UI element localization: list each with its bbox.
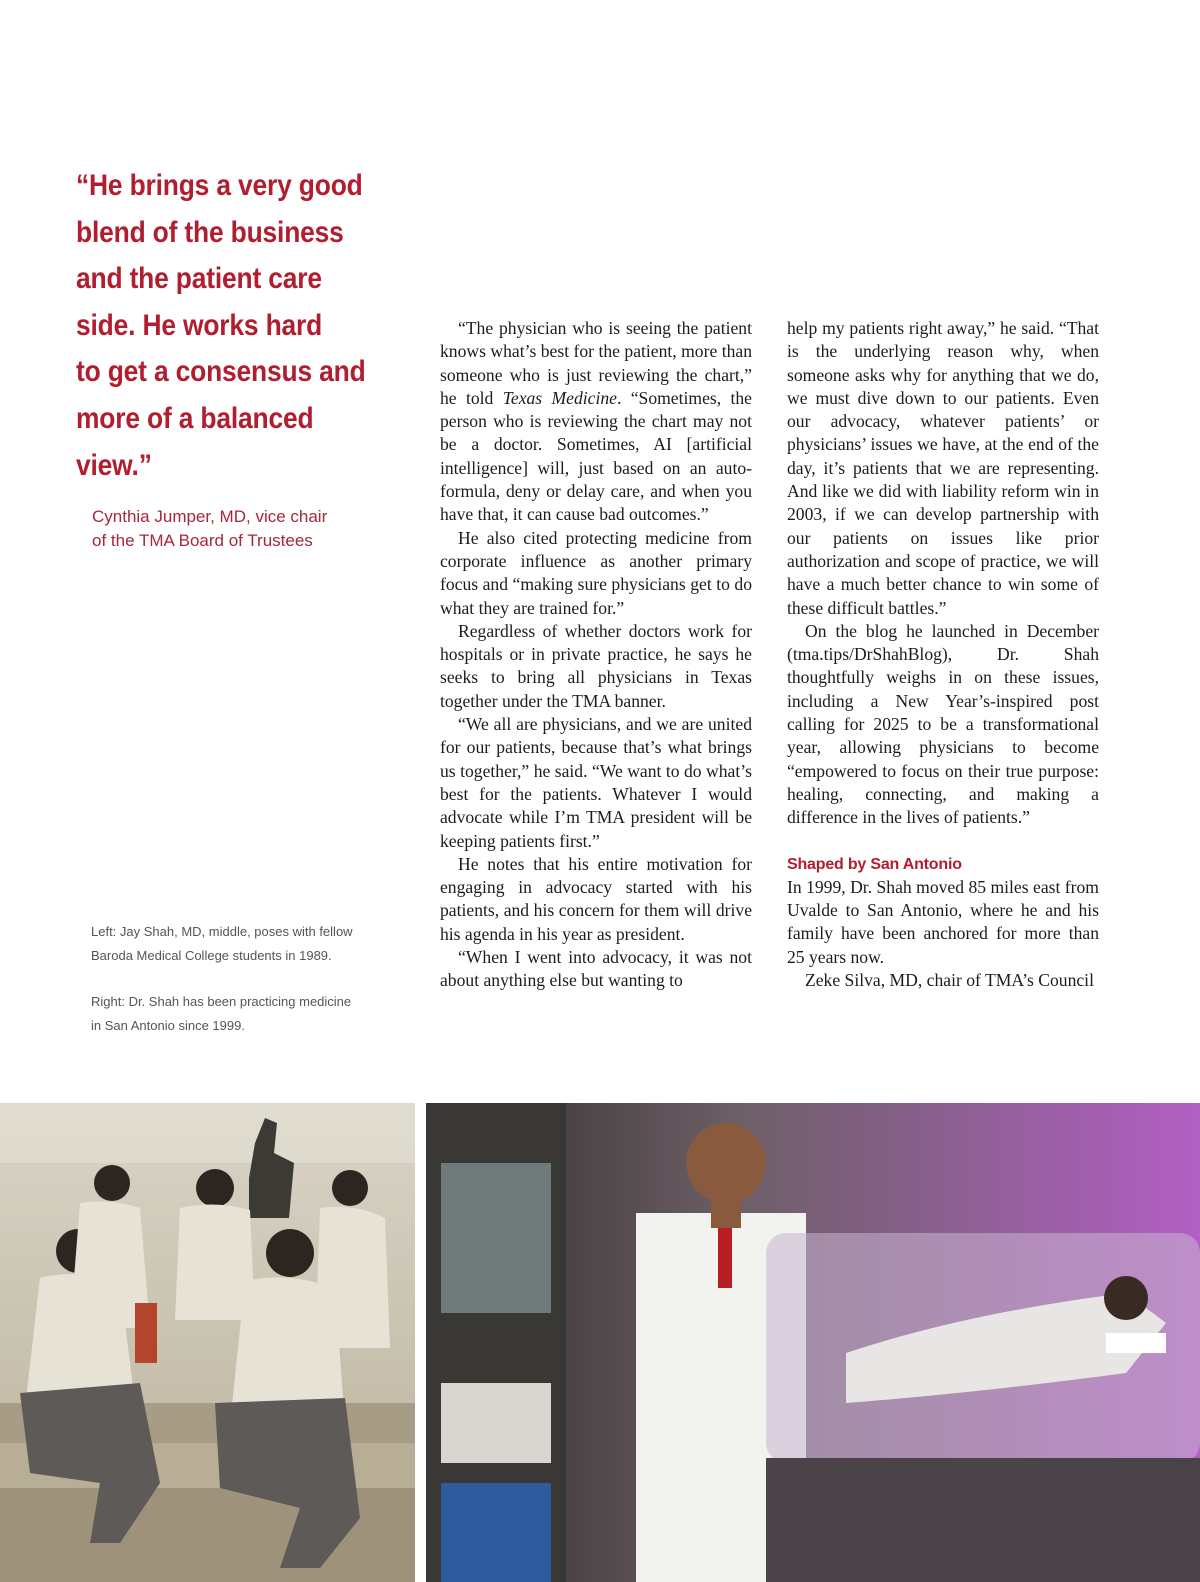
students-photo-illustration (0, 1103, 415, 1582)
caption-line: Right: Dr. Shah has been practicing medicine (91, 994, 352, 1009)
photo-dr-shah-clinic (426, 1103, 1200, 1582)
paragraph: He notes that his entire motivation for engaging in advocacy started with his patients, and his concern for them will drive his agenda in his year as president. (440, 853, 752, 944)
paragraph: “When I went into advocacy, it was not about anything else but wanting to (440, 947, 752, 991)
pull-quote (76, 163, 366, 489)
pull-quote-line: and the patient care (76, 262, 322, 296)
caption-right-photo (91, 990, 401, 1037)
publication-name: Texas Medicine (502, 387, 617, 408)
caption-line: Left: Jay Shah, MD, middle, poses with fellow (91, 924, 353, 939)
clinic-photo-illustration (426, 1103, 1200, 1582)
attribution-line: of the TMA Board of Trustees (92, 530, 313, 550)
attribution-line: Cynthia Jumper, MD, vice chair (92, 507, 328, 526)
pull-quote-line: more of a balanced (76, 401, 314, 435)
text-run: . “Sometimes, the person who is reviewing the chart may not be a doctor. Sometimes, AI [artificial intelligence] will, just based on an auto-formula, deny or delay care, and when you have that, it can cause bad outcomes.” (440, 387, 752, 525)
caption-left-photo (91, 920, 401, 967)
section-subhead: Shaped by San Antonio (787, 855, 962, 873)
paragraph: “We all are physicians, and we are united for our patients, because that’s what brings us together,” he said. “We want to do what’s best for the patients. Whatever I would advocate while I’m TMA president will be keeping patients first.” (440, 714, 752, 851)
caption-line: in San Antonio since 1999. (91, 1017, 245, 1033)
pull-quote-line: to get a consensus and (76, 355, 366, 389)
paragraph: On the blog he launched in December (tma.tips/DrShahBlog), Dr. Shah thoughtfully weighs in on these issues, including a New Year’s-inspired post calling for 2025 to be a transformational year, allowing physicians to become “empowered to focus on their true purpose: healing, connecting, and making a difference in the lives of patients.” (787, 620, 1099, 828)
photo-students-1989 (0, 1103, 415, 1582)
paragraph: He also cited protecting medicine from corporate influence as another primary focus and “making sure physicians get to do what they are trained for.” (440, 527, 752, 618)
paragraph: help my patients right away,” he said. “That is the underlying reason why, when someone asks why for anything that we do, we must dive down to our patients. Even our advocacy, whatever patients’ or physicians’ issues we have, at the end of the day, it’s patients that we are representing. And like we did with liability reform win in 2003, if we can develop partnership with our patients on issues like prior authorization and scope of practice, we will have a much better chance to win some of these difficult battles.” (787, 318, 1099, 618)
pull-quote-line: blend of the business (76, 215, 344, 249)
paragraph: Zeke Silva, MD, chair of TMA’s Council (805, 970, 1094, 991)
caption-line: Baroda Medical College students in 1989. (91, 947, 332, 963)
paragraph: Regardless of whether doctors work for hospitals or in private practice, he says he seeks to bring all physicians in Texas together under the TMA banner. (440, 620, 752, 711)
paragraph: In 1999, Dr. Shah moved 85 miles east from Uvalde to San Antonio, where he and his family have been anchored for more than 25 years now. (787, 876, 1099, 967)
text-run: “The physician who is seeing the patient knows what’s best for the patient, more than someone who is just reviewing the chart,” he told (440, 318, 752, 408)
pull-quote-line: “He brings a very good (76, 169, 363, 202)
article-column-2 (787, 317, 1099, 992)
quote-attribution (92, 505, 392, 552)
pull-quote-line: view.” (76, 448, 152, 482)
article-column-1 (440, 317, 752, 993)
paragraph (440, 317, 752, 527)
pull-quote-line: side. He works hard (76, 308, 323, 342)
